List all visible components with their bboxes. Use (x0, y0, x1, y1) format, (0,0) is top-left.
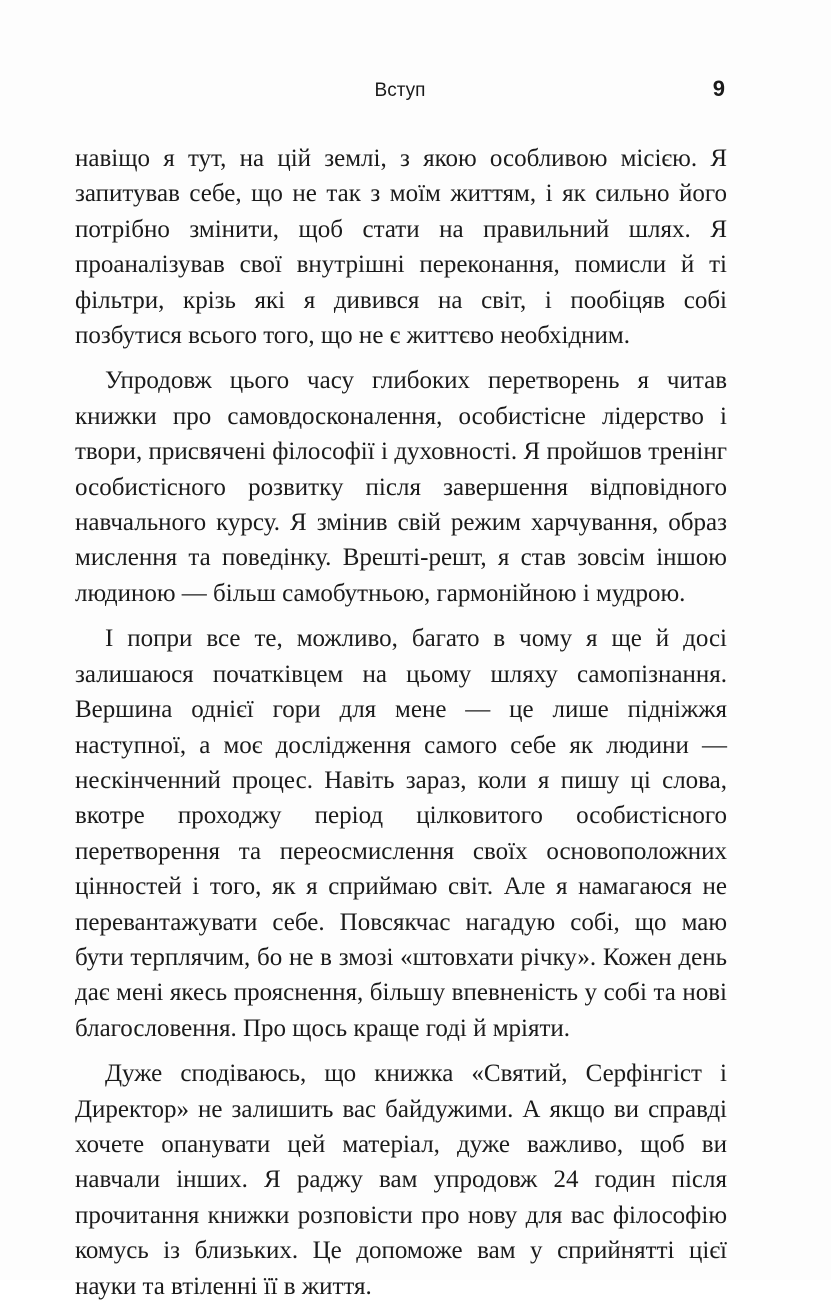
paragraph: Дуже сподіваюсь, що книжка «Святий, Серфінгіст і Директор» не залишить вас байдужими. А якщо ви справді хочете опанувати цей матеріал, дуже важливо, щоб ви навчали інших. Я раджу вам упродовж 24 годин після прочитання книжки розповісти про нову для вас філософію комусь із близьких. Це допоможе вам у сприйнятті цієї науки та втіленні її в життя. (75, 1060, 727, 1300)
section-title: Вступ (374, 80, 426, 101)
paragraph: Упродовж цього часу глибоких перетворень я читав книжки про самовдосконалення, особистісне лідерство і твори, присвячені філософії і духовності. Я пройшов тренінг особистісного розвитку після завершення відповідного навчального курсу. Я змінив свій режим харчування, образ мислення та поведінку. Врешті-решт, я став зовсім іншою людиною — більш самобутньою, гармонійною і мудрою. (75, 367, 727, 607)
paragraph: І попри все те, можливо, багато в чому я ще й досі залишаюся початківцем на цьому шляху самопізнання. Вершина однієї гори для мене — це лише підніжжя наступної, а моє дослідження самого себе як людини — нескінченний процес. Навіть зараз, коли я пишу ці слова, вкотре проходжу період цілковитого особистісного перетворення та переосмислення своїх основоположних цінностей і того, як я сприймаю світ. Але я намагаюся не перевантажувати себе. Повсякчас нагадую собі, що маю бути терплячим, бо не в змозі «штовхати річку». Кожен день дає мені якесь прояснення, більшу впевненість у собі та нові благословення. Про щось краще годі й мріяти. (75, 625, 727, 1042)
paragraph: навіщо я тут, на цій землі, з якою особливою місією. Я запитував себе, що не так з моїм життям, і як сильно його потрібно змінити, щоб стати на правильний шлях. Я проаналізував свої внутрішні переконання, помисли й ті фільтри, крізь які я дивився на світ, і пообіцяв собі позбутися всього того, що не є життєво необхідним. (75, 145, 727, 350)
running-head (75, 76, 725, 106)
page-number: 9 (712, 76, 725, 101)
body-text (75, 141, 727, 1314)
